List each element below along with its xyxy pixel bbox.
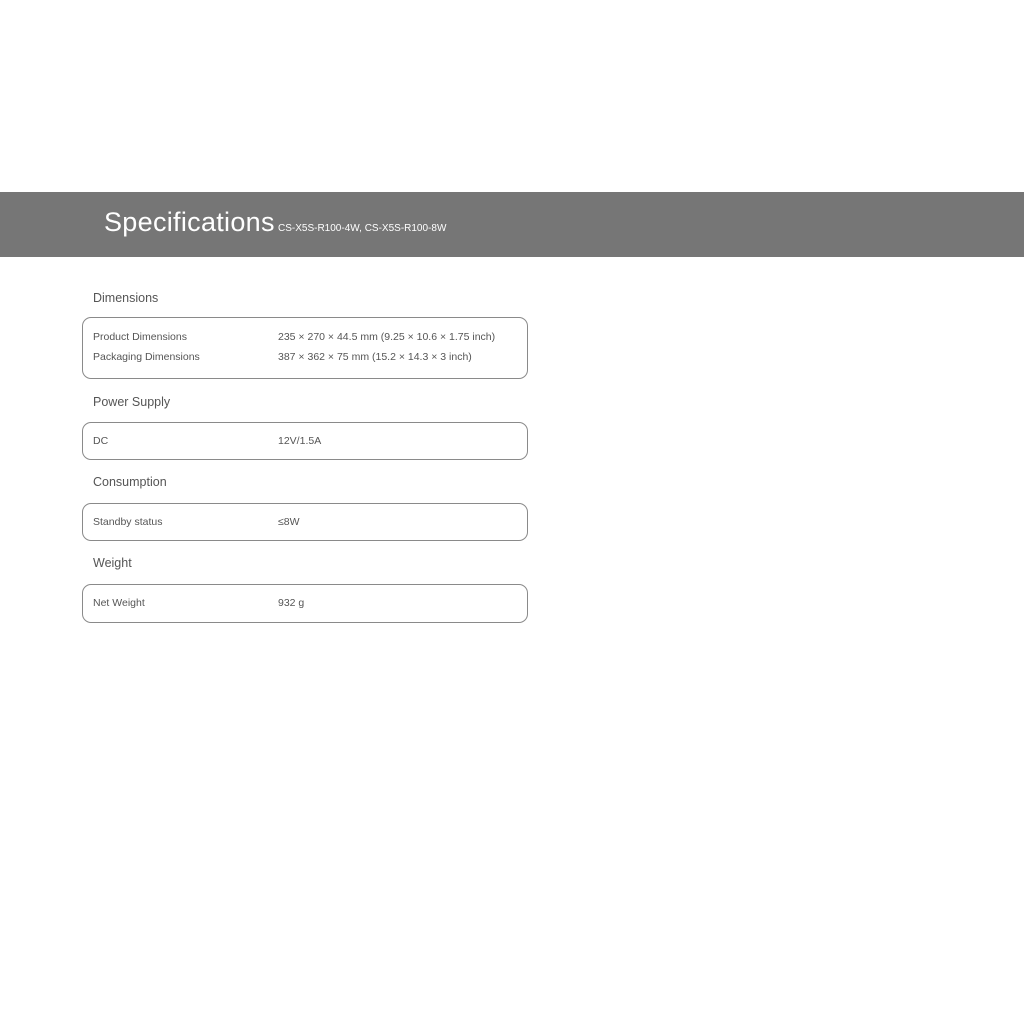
spec-label-net-weight: Net Weight — [93, 597, 145, 609]
spec-label-product-dimensions: Product Dimensions — [93, 331, 187, 343]
section-title-dimensions: Dimensions — [93, 291, 159, 305]
spec-row — [83, 331, 527, 345]
spec-box-dimensions — [82, 317, 528, 379]
spec-value-packaging-dimensions: 387 × 362 × 75 mm (15.2 × 14.3 × 3 inch) — [278, 351, 472, 363]
spec-label-standby-status: Standby status — [93, 516, 163, 528]
spec-row — [83, 435, 527, 449]
spec-box-weight — [82, 584, 528, 623]
section-title-power-supply: Power Supply — [93, 395, 171, 409]
model-numbers: CS-X5S-R100-4W, CS-X5S-R100-8W — [278, 223, 447, 234]
spec-row — [83, 516, 527, 530]
spec-label-packaging-dimensions: Packaging Dimensions — [93, 351, 200, 363]
spec-box-power-supply — [82, 422, 528, 460]
spec-value-net-weight: 932 g — [278, 597, 305, 609]
spec-label-dc: DC — [93, 435, 109, 447]
spec-value-dc: 12V/1.5A — [278, 435, 322, 447]
spec-value-product-dimensions: 235 × 270 × 44.5 mm (9.25 × 10.6 × 1.75 inch) — [278, 331, 496, 343]
spec-row — [83, 351, 527, 365]
spec-row — [83, 597, 527, 611]
section-title-weight: Weight — [93, 556, 132, 570]
page-title: Specifications — [104, 207, 275, 237]
spec-value-standby-status: ≤8W — [278, 516, 300, 528]
section-title-consumption: Consumption — [93, 475, 167, 489]
spec-box-consumption — [82, 503, 528, 541]
